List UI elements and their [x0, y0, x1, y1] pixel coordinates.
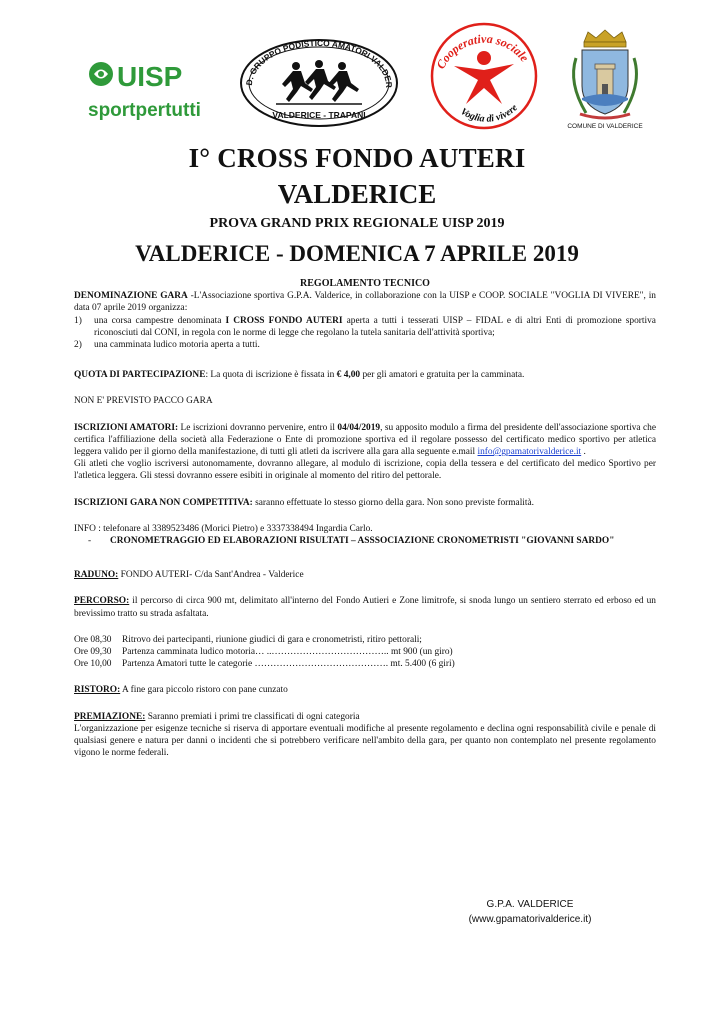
raduno-label: RADUNO:: [74, 570, 119, 581]
schedule-time: Ore 10,00: [74, 659, 112, 670]
pacco-gara-note: NON E' PREVISTO PACCO GARA: [74, 396, 213, 407]
uisp-logo: [86, 56, 206, 126]
schedule-description: Partenza Amatori tutte le categorie ……………………………………. mt. 5.400 (6 giri): [122, 659, 455, 670]
quota-paragraph: [74, 369, 656, 381]
ristoro-text: A fine gara piccolo ristoro con pane cunzato: [120, 685, 288, 696]
list-item: [74, 315, 656, 339]
info-line: INFO : telefonare al 3389523486 (Morici Pietro) e 3337338494 Ingardia Carlo.: [74, 523, 373, 534]
non-competitiva-paragraph: [74, 497, 656, 509]
list-item-text-pre: una corsa campestre denominata: [94, 315, 226, 326]
premiazione-paragraph: [74, 711, 656, 723]
quota-text-pre: : La quota di iscrizione è fissata in: [205, 370, 337, 381]
page-title-line-1: I° CROSS FONDO AUTERI: [188, 143, 526, 173]
ristoro-paragraph: [74, 684, 656, 696]
cronometraggio-text: CRONOMETRAGGIO ED ELABORAZIONI RISULTATI – ASSSOCIAZIONE CRONOMETRISTI "GIOVANNI SARDO": [110, 536, 615, 547]
premiazione-text: Saranno premiati i primi tre classificati di ogni categoria: [145, 711, 360, 722]
email-trailing: .: [581, 447, 586, 458]
event-dateline: VALDERICE - DOMENICA 7 APRILE 2019: [135, 241, 579, 266]
list-item-number: 2): [74, 340, 82, 351]
non-competitiva-label: ISCRIZIONI GARA NON COMPETITIVA:: [74, 497, 253, 508]
denominazione-paragraph: [74, 290, 656, 314]
page-subtitle: PROVA GRAND PRIX REGIONALE UISP 2019: [209, 216, 505, 231]
premiazione-label: PREMIAZIONE:: [74, 711, 146, 722]
email-link[interactable]: info@gpamatorivalderice.it: [477, 447, 582, 458]
schedule-time: Ore 08,30: [74, 634, 112, 645]
signature-website: (www.gpamatorivalderice.it): [468, 914, 592, 925]
percorso-label: PERCORSO:: [74, 596, 130, 607]
schedule: [74, 634, 656, 671]
ristoro-label: RISTORO:: [74, 685, 121, 696]
quota-label: QUOTA DI PARTECIPAZIONE: [74, 370, 206, 381]
coop-logo-bottom-text: Voglia di vivere: [458, 102, 520, 125]
iscrizioni-paragraph-2: Gli atleti che voglio iscriversi autonomamente, dovranno allegare, al modulo di iscrizione, copia della tessera e del certificato del medico Sportivo per l'atletica leggera. Gli stessi dovranno essere esibiti in originale al momento del ritiro del pettorale.: [74, 459, 656, 482]
percorso-paragraph: [74, 595, 656, 619]
schedule-description: Partenza camminata ludico motoria… ..……………………………….. mt 900 (un giro): [122, 647, 453, 658]
denominazione-text: -L'Associazione sportiva G.P.A. Valderice, in collaborazione con la UISP e COOP. SOCIALE "VOGLIA DI VIVERE", in data 07 aprile 2019 organizza:: [74, 291, 656, 314]
quota-text-post: per gli amatori e gratuita per la camminata.: [360, 370, 525, 381]
schedule-description: Ritrovo dei partecipanti, riunione giudici di gara e cronometristi, ritiro pettorali;: [122, 634, 422, 645]
list-item: [74, 339, 656, 351]
denominazione-label: DENOMINAZIONE GARA: [74, 291, 188, 302]
comune-crest: [566, 28, 644, 130]
disclaimer-paragraph: L'organizzazione per esigenze tecniche si riserva di apportare eventuali modifiche al presente regolamento e declina ogni responsabilità civile e penale di qualsiasi genere e natura per danni o incidenti che si potrebbero verificare nell'ambito della gara, per quanto non contemplato nel presente regolamento vigono le norme federali.: [74, 723, 656, 759]
race-name: I CROSS FONDO AUTERI: [225, 315, 343, 326]
coop-logo: [428, 20, 540, 130]
coop-logo-top-text: Cooperativa sociale: [433, 31, 532, 72]
signature-org: G.P.A. VALDERICE: [486, 899, 574, 910]
schedule-time: Ore 09,30: [74, 647, 112, 658]
list-item-text: una camminata ludico motoria aperta a tutti.: [94, 340, 260, 351]
comune-crest-label: COMUNE DI VALDERICE: [567, 123, 643, 130]
schedule-row: [74, 634, 656, 646]
iscrizioni-text-pre: Le iscrizioni dovranno pervenire, entro il: [178, 422, 338, 433]
gpa-logo-bottom-text: VALDERICE - TRAPANI: [272, 110, 366, 120]
iscrizioni-label: ISCRIZIONI AMATORI:: [74, 422, 179, 433]
regolamento-body: [74, 278, 656, 759]
gpa-logo-top-text: D. GRUPPO PODISTICO AMATORI VALDER: [243, 37, 395, 89]
iscrizioni-text-post: , su apposito modulo a firma del presidente dell'associazione sportiva che certifica l'affiliazione della società alla Federazione o Ente di promozione sportiva ed il regolare possesso del certificato medico sportivo per atletica leggera valido per il giorno della manifestazione, di tutti gli atleti da iscrivere alla gara alla seguente e.mail: [74, 422, 656, 458]
section-heading: REGOLAMENTO TECNICO: [300, 278, 430, 289]
iscrizioni-deadline: 04/04/2019: [337, 422, 381, 433]
gpa-logo: [238, 36, 400, 128]
non-competitiva-text: saranno effettuate lo stesso giorno della gara. Non sono previste formalità.: [252, 497, 535, 508]
dash-bullet: -: [88, 536, 92, 547]
iscrizioni-paragraph: [74, 422, 656, 459]
list-item-text-post: aperta a tutti i tesserati UISP – FIDAL e di altri Enti di promozione sportiva riconosciuti dal CONI, in regola con le norme di legge che regolano la tutela sanitaria dell'attività sportiva;: [94, 315, 656, 338]
logo-row: [0, 20, 714, 135]
raduno-text: FONDO AUTERI- C/da Sant'Andrea - Valderice: [118, 570, 304, 581]
schedule-row: [74, 658, 656, 670]
quota-amount: € 4,00: [336, 370, 361, 381]
uisp-logo-tagline: sportpertutti: [88, 100, 201, 121]
page-title-line-2: VALDERICE: [277, 179, 437, 209]
percorso-text: il percorso di circa 900 mt, delimitato all'interno del Fondo Autieri e Zone limitrofe, si snoda lungo un sentiero sterrato ed erboso ed un brevissimo tratto su strada asfaltata.: [74, 596, 656, 619]
schedule-row: [74, 646, 656, 658]
uisp-logo-name: UISP: [117, 61, 183, 92]
list-item-number: 1): [74, 315, 82, 326]
raduno-paragraph: [74, 569, 656, 581]
cronometraggio-item: [88, 535, 656, 547]
